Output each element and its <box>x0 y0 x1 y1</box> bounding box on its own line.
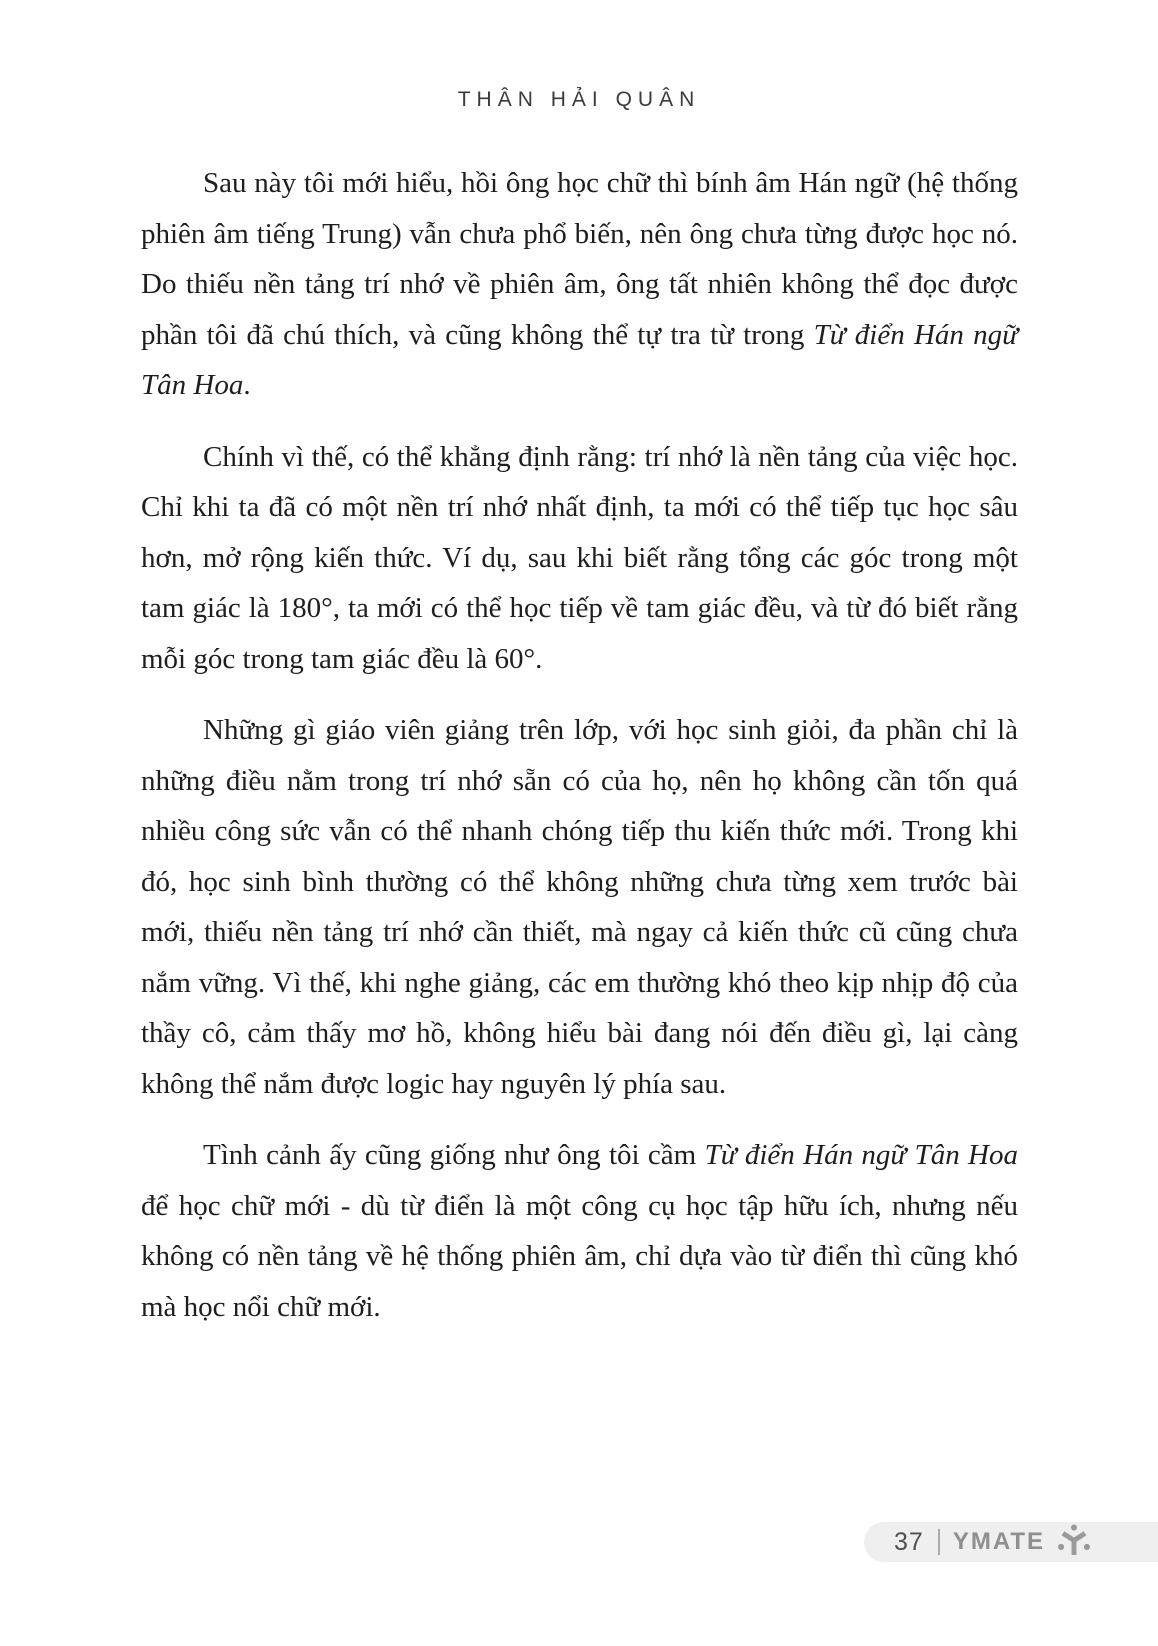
page-number: 37 <box>894 1527 924 1556</box>
text-segment: Sau này tôi mới hiểu, hồi ông học chữ thì bính âm Hán ngữ (hệ thống phiên âm tiếng Trung) vẫn chưa phổ biến, nên ông chưa từng được học nó. Do thiếu nền tảng trí nhớ về phiên âm, ông tất nhiên không thể đọc được phần tôi đã chú thích, và cũng không thể tự tra từ trong <box>141 167 1018 351</box>
page-header-author: THÂN HẢI QUÂN <box>457 88 701 111</box>
book-title-italic: Từ điển Hán ngữ Tân Hoa <box>141 318 1018 401</box>
ymate-figure-icon <box>1055 1523 1093 1561</box>
text-segment: Những gì giáo viên giảng trên lớp, với học sinh giỏi, đa phần chỉ là những điều nằm trong trí nhớ sẵn có của họ, nên họ không cần tốn quá nhiều công sức vẫn có thể nhanh chóng tiếp thu kiến thức mới. Trong khi đó, học sinh bình thường có thể không những chưa từng xem trước bài mới, thiếu nền tảng trí nhớ cần thiết, mà ngay cả kiến thức cũ cũng chưa nắm vững. Vì thế, khi nghe giảng, các em thường khó theo kịp nhịp độ của thầy cô, cảm thấy mơ hồ, không hiểu bài đang nói đến điều gì, lại càng không thể nắm được logic hay nguyên lý phía sau. <box>141 714 1018 1100</box>
text-segment: để học chữ mới - dù từ điển là một công cụ học tập hữu ích, nhưng nếu không có nền tảng về hệ thống phiên âm, chỉ dựa vào từ điển thì cũng khó mà học nổi chữ mới. <box>141 1189 1018 1323</box>
footer-divider <box>938 1529 940 1555</box>
text-segment: . <box>243 369 251 401</box>
book-title-italic: Từ điển Hán ngữ Tân Hoa <box>704 1139 1018 1171</box>
paragraph <box>141 432 1018 685</box>
body-text <box>141 158 1018 1353</box>
brand-name: YMATE <box>952 1528 1046 1555</box>
text-segment: Tình cảnh ấy cũng giống như ông tôi cầm <box>203 1139 705 1171</box>
text-segment: Chính vì thế, có thể khẳng định rằng: trí nhớ là nền tảng của việc học. Chỉ khi ta đã có một nền trí nhớ nhất định, ta mới có thể tiếp tục học sâu hơn, mở rộng kiến thức. Ví dụ, sau khi biết rằng tổng các góc trong một tam giác là 180°, ta mới có thể học tiếp về tam giác đều, và từ đó biết rằng mỗi góc trong tam giác đều là 60°. <box>141 440 1018 675</box>
footer-band <box>864 1522 1158 1562</box>
paragraph <box>141 158 1018 411</box>
paragraph <box>141 1130 1018 1332</box>
paragraph <box>141 705 1018 1109</box>
